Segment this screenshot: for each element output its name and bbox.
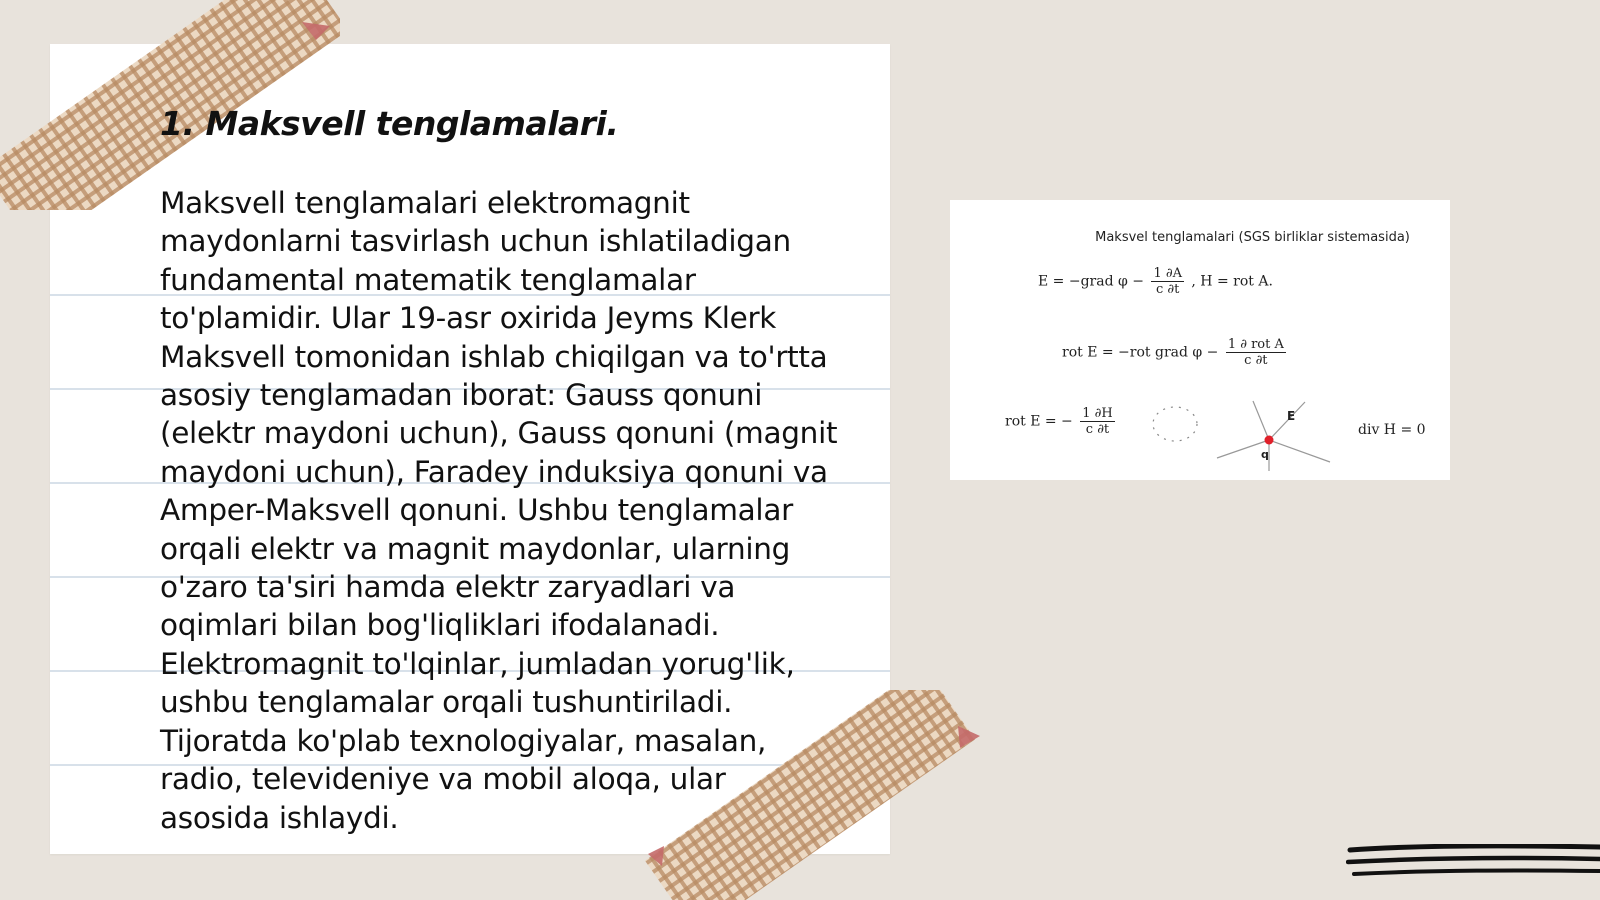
charge-label-q: q <box>1261 448 1269 461</box>
equation-fraction <box>1226 337 1286 368</box>
equation-lhs: rot E = − <box>1005 413 1073 430</box>
field-lines <box>1217 401 1330 471</box>
figure-title: Maksvel tenglamalari (SGS birliklar sistemasida) <box>1095 230 1410 245</box>
point-charge-icon <box>1265 436 1274 445</box>
slide-body-text: Maksvell tenglamalari elektromagnit maydonlarni tasvirlash uchun ishlatiladigan fundamental matematik tenglamalar to'plamidir. Ular 19-asr oxirida Jeyms Klerk Maksvell tomonidan ishlab chiqilgan va to'rtta asosiy tenglamadan iborat: Gauss qonuni (elektr maydoni uchun), Gauss qonuni (magnit maydoni uchun), Faradey induksiya qonuni va Amper-Maksvell qonuni. Ushbu tenglamalar orqali elektr va magnit maydonlar, ularning o'zaro ta'siri hamda elektr zaryadlari va oqimlari bilan bog'liqliklari ifodalanadi. Elektromagnit to'lqinlar, jumladan yorug'lik, ushbu tenglamalar orqali tushuntiriladi. Tijoratda ko'plab texnologiyalar, masalan, radio, televideniye va mobil aloqa, ular asosida ishlaydi. <box>160 186 838 835</box>
maxwell-equations-figure <box>950 200 1450 480</box>
brush-strokes-decoration <box>1346 844 1600 890</box>
fraction-denominator: c ∂t <box>1085 422 1110 437</box>
dashed-loop <box>1153 407 1197 441</box>
equation-fraction <box>1151 266 1184 297</box>
equation-rot-e-grad <box>1062 337 1289 368</box>
equation-potential-field <box>1038 266 1273 297</box>
fraction-numerator: 1 ∂ rot A <box>1227 337 1284 352</box>
fraction-denominator: c ∂t <box>1244 353 1268 368</box>
fraction-numerator: 1 ∂A <box>1153 266 1182 281</box>
slide-title: 1. Maksvell tenglamalari. <box>160 104 619 143</box>
equation-lhs: rot E = −rot grad φ − <box>1062 344 1219 361</box>
equation-fraction <box>1080 406 1114 437</box>
equation-faraday <box>1005 406 1118 437</box>
equation-rhs: , H = rot A. <box>1191 273 1273 290</box>
fraction-denominator: c ∂t <box>1156 282 1180 297</box>
field-label-e: E <box>1287 409 1296 423</box>
electric-field-diagram <box>1145 396 1345 476</box>
equation-div-h: div H = 0 <box>1358 422 1426 438</box>
fraction-numerator: 1 ∂H <box>1082 406 1113 421</box>
equation-lhs: E = −grad φ − <box>1038 273 1144 290</box>
